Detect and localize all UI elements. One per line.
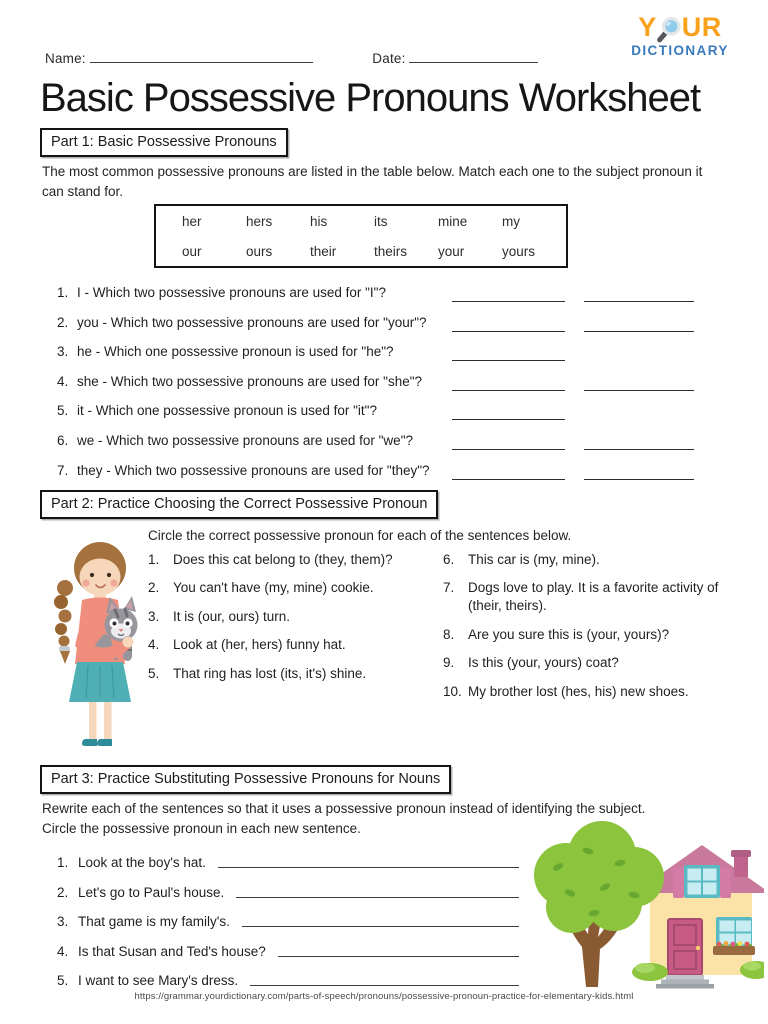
pronoun-cell: your [438, 243, 465, 259]
house-and-tree-illustration [510, 815, 764, 989]
answer-blank[interactable] [584, 300, 694, 302]
part3-item-4 [57, 931, 519, 960]
question-text: it - Which one possessive pronoun is used for "it"? [77, 403, 377, 419]
item-number: 10. [443, 683, 462, 699]
item-number: 2. [148, 580, 160, 596]
pronoun-cell: theirs [374, 243, 408, 259]
item-text: Does this cat belong to (they, them)? [173, 552, 393, 567]
name-input-line[interactable] [90, 50, 313, 63]
part3-item-3 [57, 902, 519, 931]
part1-question-7 [57, 463, 717, 493]
part1-question-5 [57, 403, 717, 433]
yourdictionary-logo [616, 14, 744, 58]
answer-blank[interactable] [584, 478, 694, 480]
part2-item-8 [443, 626, 725, 644]
tree [534, 821, 664, 987]
rewrite-blank[interactable] [236, 897, 519, 898]
question-text: he - Which one possessive pronoun is used for "he"? [77, 344, 394, 360]
question-number: 5. [57, 403, 69, 419]
pronoun-cell: mine [438, 213, 468, 229]
part1-question-3 [57, 344, 717, 374]
pronoun-cell: their [310, 243, 337, 259]
item-number: 4. [148, 637, 160, 653]
pronoun-cell: our [182, 243, 202, 259]
item-number: 1. [57, 855, 69, 871]
part2-item-7 [443, 579, 725, 615]
answer-blank[interactable] [452, 448, 565, 450]
item-number: 4. [57, 943, 69, 959]
name-label: Name: [45, 51, 86, 66]
pronoun-cell: my [502, 213, 520, 229]
item-text: You can't have (my, mine) cookie. [173, 580, 374, 596]
item-number: 6. [443, 552, 455, 567]
question-text: I - Which two possessive pronouns are used for "I"? [77, 285, 386, 300]
question-number: 1. [57, 285, 69, 300]
answer-blank[interactable] [452, 300, 565, 302]
logo-letter-y: Y [638, 12, 657, 42]
item-text: Look at (her, hers) funny hat. [173, 637, 346, 653]
item-text: Is that Susan and Ted's house? [78, 943, 266, 959]
question-text: they - Which two possessive pronouns are used for "they"? [77, 462, 430, 478]
pronoun-cell: ours [246, 243, 273, 259]
item-text: I want to see Mary's dress. [78, 972, 239, 988]
part2-heading: Part 2: Practice Choosing the Correct Possessive Pronoun [40, 490, 438, 519]
part1-question-list [57, 285, 717, 492]
answer-blank[interactable] [584, 448, 694, 450]
question-text: you - Which two possessive pronouns are used for "your"? [77, 314, 427, 330]
part1-question-6 [57, 433, 717, 463]
item-text: Are you sure this is (your, yours)? [468, 626, 670, 642]
date-input-line[interactable] [409, 50, 538, 63]
part3-sentence-list [57, 843, 519, 990]
part1-heading: Part 1: Basic Possessive Pronouns [40, 128, 288, 157]
question-number: 4. [57, 373, 69, 389]
item-text: Is this (your, yours) coat? [468, 655, 619, 671]
part3-item-1 [57, 843, 519, 872]
answer-blank[interactable] [452, 418, 565, 420]
part2-item-2 [148, 579, 440, 597]
item-number: 3. [57, 914, 69, 930]
item-number: 3. [148, 608, 160, 624]
part2-item-10 [443, 683, 725, 701]
part1-question-4 [57, 374, 717, 404]
answer-blank[interactable] [584, 389, 694, 391]
logo-letters-ur: UR [681, 12, 722, 42]
question-text: we - Which two possessive pronouns are used for "we"? [77, 432, 413, 448]
item-text: Dogs love to play. It is a favorite activity of (their, theirs). [468, 580, 719, 614]
part3-item-5 [57, 961, 519, 990]
girl-with-cat-illustration [38, 538, 160, 756]
answer-blank[interactable] [452, 389, 565, 391]
part3-item-2 [57, 872, 519, 901]
item-number: 5. [57, 972, 69, 988]
part2-item-3 [148, 608, 440, 626]
part2-item-5 [148, 665, 440, 683]
pronoun-cell: hers [246, 213, 273, 229]
answer-blank[interactable] [584, 330, 694, 332]
question-number: 7. [57, 462, 69, 478]
item-number: 7. [443, 580, 455, 596]
name-date-row [45, 50, 538, 66]
question-number: 6. [57, 432, 69, 448]
rewrite-blank[interactable] [218, 867, 519, 868]
question-number: 2. [57, 314, 69, 330]
part1-question-2 [57, 315, 717, 345]
answer-blank[interactable] [452, 359, 565, 361]
part2-item-6 [443, 551, 725, 569]
question-text: she - Which two possessive pronouns are used for "she"? [77, 373, 423, 389]
rewrite-blank[interactable] [250, 985, 519, 986]
pronoun-cell: yours [502, 243, 536, 259]
part2-left-column [148, 551, 440, 693]
logo-dictionary-wordmark: DICTIONARY [631, 43, 729, 58]
logo-your-wordmark [616, 14, 744, 41]
item-number: 5. [148, 665, 160, 681]
pronoun-cell: her [182, 213, 202, 229]
pronoun-cell: his [310, 213, 328, 229]
part1-instructions: The most common possessive pronouns are listed in the table below. Match each one to the subject pronoun it can stand for. [42, 164, 703, 199]
item-text: That game is my family's. [78, 914, 230, 930]
item-text: Look at the boy's hat. [78, 855, 206, 871]
item-number: 2. [57, 884, 69, 900]
part2-item-9 [443, 654, 725, 672]
answer-blank[interactable] [452, 330, 565, 332]
question-number: 3. [57, 344, 69, 360]
item-number: 8. [443, 626, 455, 642]
page-title: Basic Possessive Pronouns Worksheet [40, 76, 701, 120]
part1-question-1 [57, 285, 717, 315]
answer-blank[interactable] [452, 478, 565, 480]
part2-right-column [443, 551, 725, 711]
source-url: https://grammar.yourdictionary.com/parts-of-speech/pronouns/possessive-pronoun-practice-for-elementary-kids.html [134, 991, 634, 1002]
item-text: My brother lost (hes, his) new shoes. [468, 683, 689, 699]
rewrite-blank[interactable] [242, 926, 519, 927]
item-text: Let's go to Paul's house. [78, 884, 225, 900]
rewrite-blank[interactable] [278, 956, 519, 957]
item-text: It is (our, ours) turn. [173, 608, 291, 624]
part3-heading: Part 3: Practice Substituting Possessive Pronouns for Nouns [40, 765, 451, 794]
part3-instructions-line2: Circle the possessive pronoun in each new sentence. [42, 820, 361, 836]
item-number: 9. [443, 655, 455, 671]
item-text: That ring has lost (its, it's) shine. [173, 665, 367, 681]
item-number: 1. [148, 552, 160, 567]
girl-face [80, 559, 121, 596]
pronoun-table [154, 204, 568, 268]
part2-instructions: Circle the correct possessive pronoun for each of the sentences below. [148, 528, 572, 543]
magnifier-icon [656, 16, 683, 43]
date-label: Date: [372, 51, 406, 66]
part2-item-1 [148, 551, 440, 569]
part2-item-4 [148, 636, 440, 654]
pronoun-cell: its [374, 213, 388, 229]
item-text: This car is (my, mine). [468, 552, 600, 567]
part3-instructions-line1: Rewrite each of the sentences so that it uses a possessive pronoun instead of identifying the subject. [42, 801, 646, 816]
